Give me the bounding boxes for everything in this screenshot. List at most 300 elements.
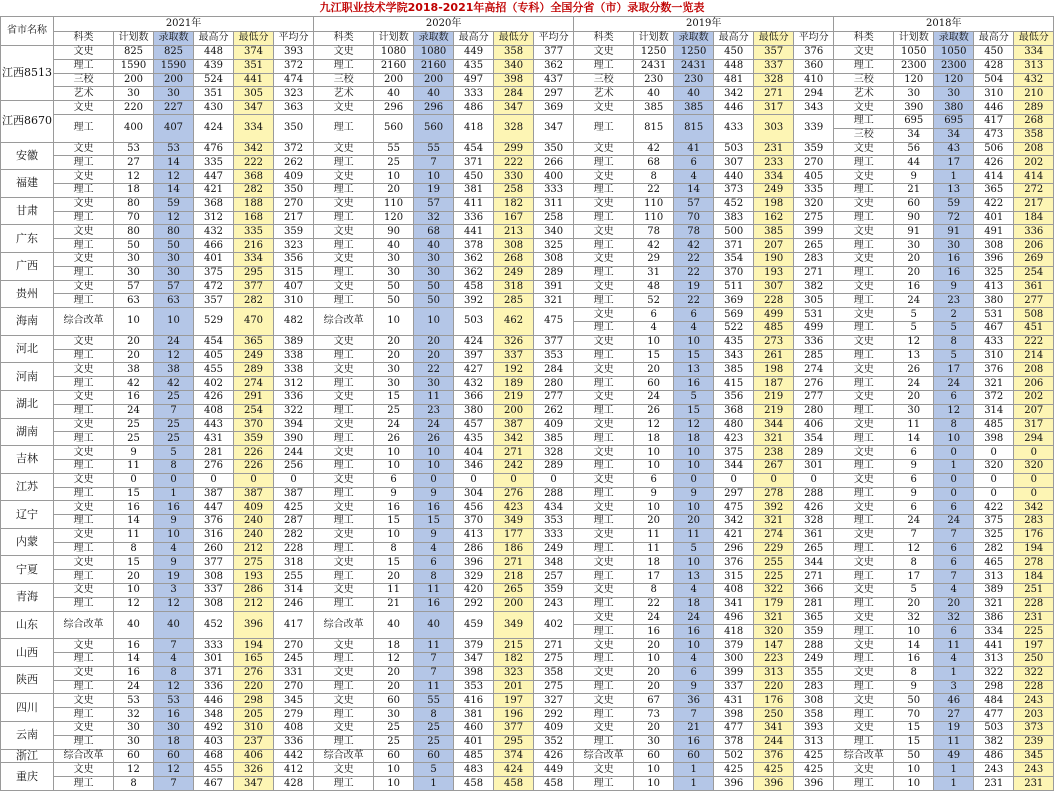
table-cell: 24 [634, 390, 674, 404]
table-cell: 25 [154, 390, 194, 404]
table-cell: 44 [894, 156, 934, 170]
table-cell: 260 [194, 542, 234, 556]
table-cell: 409 [534, 418, 574, 432]
table-cell: 291 [234, 390, 274, 404]
column-header: 计划数 [894, 31, 934, 46]
table-cell: 287 [274, 515, 314, 529]
table-cell: 文史 [314, 418, 374, 432]
table-row [1, 556, 1054, 570]
table-cell: 0 [454, 473, 494, 487]
table-cell: 文史 [54, 363, 114, 377]
table-cell: 理工 [834, 377, 894, 391]
table-cell: 442 [274, 749, 314, 763]
table-cell: 424 [194, 114, 234, 142]
table-cell: 15 [674, 404, 714, 418]
table-cell: 0 [974, 473, 1014, 487]
table-cell: 25 [374, 156, 414, 170]
table-cell: 7 [414, 666, 454, 680]
table-cell: 14 [114, 515, 154, 529]
table-cell: 综合改革 [574, 749, 634, 763]
table-cell: 16 [374, 501, 414, 515]
table-cell: 70 [894, 708, 934, 722]
table-cell: 196 [494, 708, 534, 722]
table-cell: 56 [894, 142, 934, 156]
table-cell: 12 [634, 418, 674, 432]
province-name: 辽宁 [1, 501, 54, 529]
table-row [1, 528, 1054, 542]
table-cell: 458 [494, 777, 534, 791]
table-cell: 405 [794, 170, 834, 184]
table-cell: 8 [114, 542, 154, 556]
column-header: 计划数 [374, 31, 414, 46]
table-cell: 43 [934, 142, 974, 156]
table-cell: 文史 [314, 280, 374, 294]
table-cell: 244 [754, 735, 794, 749]
table-cell: 322 [974, 666, 1014, 680]
table-cell: 315 [274, 266, 314, 280]
table-cell: 7 [154, 777, 194, 791]
table-cell: 12 [674, 418, 714, 432]
table-cell: 60 [154, 749, 194, 763]
table-cell: 12 [154, 597, 194, 611]
table-cell: 21 [374, 597, 414, 611]
table-cell: 274 [754, 528, 794, 542]
table-cell: 322 [274, 404, 314, 418]
table-cell: 389 [274, 335, 314, 349]
table-cell: 21 [894, 183, 934, 197]
table-cell: 50 [114, 239, 154, 253]
table-cell: 20 [634, 363, 674, 377]
table-cell: 413 [454, 528, 494, 542]
table-cell: 262 [274, 156, 314, 170]
table-cell: 371 [714, 239, 754, 253]
table-cell: 10 [634, 777, 674, 791]
table-cell: 427 [454, 363, 494, 377]
table-cell: 7 [894, 528, 934, 542]
table-cell: 202 [1014, 390, 1054, 404]
table-cell: 20 [374, 666, 414, 680]
table-row [1, 487, 1054, 501]
table-cell: 68 [414, 225, 454, 239]
column-header: 科类 [834, 31, 894, 46]
table-cell: 30 [374, 266, 414, 280]
table-cell: 424 [454, 335, 494, 349]
table-cell: 理工 [574, 114, 634, 142]
column-header: 最低分 [234, 31, 274, 46]
table-cell: 7 [934, 570, 974, 584]
table-cell: 344 [794, 556, 834, 570]
table-cell: 392 [754, 501, 794, 515]
table-row [1, 266, 1054, 280]
table-cell: 文史 [574, 501, 634, 515]
table-cell: 理工 [834, 321, 894, 335]
table-cell: 361 [1014, 280, 1054, 294]
table-cell: 文史 [54, 197, 114, 211]
table-cell: 315 [714, 570, 754, 584]
table-cell: 8 [114, 777, 154, 791]
table-cell: 335 [234, 225, 274, 239]
table-cell: 文史 [834, 46, 894, 60]
table-cell: 203 [1014, 708, 1054, 722]
table-cell: 422 [974, 197, 1014, 211]
table-cell: 357 [194, 294, 234, 308]
table-cell: 10 [114, 584, 154, 598]
table-cell: 40 [114, 611, 154, 639]
table-cell: 18 [634, 556, 674, 570]
table-cell: 文史 [54, 763, 114, 777]
table-cell: 208 [1014, 142, 1054, 156]
table-cell: 2431 [674, 59, 714, 73]
table-cell: 理工 [314, 597, 374, 611]
table-cell: 110 [374, 197, 414, 211]
table-cell: 524 [194, 73, 234, 87]
table-cell: 30 [414, 252, 454, 266]
table-cell: 10 [674, 459, 714, 473]
table-cell: 文史 [314, 335, 374, 349]
table-cell: 439 [194, 59, 234, 73]
table-cell: 7 [674, 708, 714, 722]
table-cell: 465 [974, 556, 1014, 570]
table-cell: 285 [794, 349, 834, 363]
table-cell: 理工 [574, 294, 634, 308]
table-cell: 文史 [834, 694, 894, 708]
table-cell: 467 [974, 321, 1014, 335]
table-cell: 91 [934, 225, 974, 239]
table-cell: 14 [894, 432, 934, 446]
table-row [1, 722, 1054, 736]
province-name: 江西8670 [1, 101, 54, 142]
table-cell: 10 [114, 308, 154, 336]
table-cell: 380 [974, 294, 1014, 308]
table-cell: 304 [454, 487, 494, 501]
table-cell: 402 [194, 377, 234, 391]
table-cell: 理工 [314, 211, 374, 225]
table-cell: 50 [414, 294, 454, 308]
table-cell: 286 [234, 584, 274, 598]
table-cell: 322 [1014, 666, 1054, 680]
table-cell: 313 [974, 570, 1014, 584]
table-cell: 343 [714, 349, 754, 363]
table-cell: 57 [414, 197, 454, 211]
table-cell: 240 [234, 528, 274, 542]
table-cell: 313 [754, 666, 794, 680]
province-name: 山西 [1, 639, 54, 667]
table-cell: 316 [194, 528, 234, 542]
table-cell: 理工 [54, 515, 114, 529]
table-cell: 59 [934, 197, 974, 211]
table-cell: 379 [454, 639, 494, 653]
table-cell: 282 [234, 294, 274, 308]
table-cell: 396 [714, 777, 754, 791]
table-cell: 18 [674, 432, 714, 446]
table-cell: 文史 [314, 666, 374, 680]
table-cell: 356 [714, 390, 754, 404]
table-cell: 321 [974, 597, 1014, 611]
table-row [1, 101, 1054, 115]
table-cell: 文史 [834, 611, 894, 625]
table-cell: 250 [754, 708, 794, 722]
table-cell: 190 [754, 252, 794, 266]
table-cell: 499 [794, 321, 834, 335]
table-cell: 7 [414, 156, 454, 170]
year-header-2020: 2020年 [314, 17, 574, 32]
table-cell: 355 [794, 666, 834, 680]
table-cell: 10 [894, 763, 934, 777]
table-cell: 三校 [54, 73, 114, 87]
table-cell: 281 [194, 446, 234, 460]
table-cell: 78 [674, 225, 714, 239]
table-cell: 10 [374, 459, 414, 473]
province-name: 江西8513 [1, 46, 54, 101]
table-cell: 10 [634, 335, 674, 349]
table-cell: 370 [234, 418, 274, 432]
table-cell: 474 [274, 73, 314, 87]
table-cell: 466 [194, 239, 234, 253]
table-cell: 295 [234, 266, 274, 280]
table-cell: 815 [634, 114, 674, 142]
table-cell: 328 [794, 515, 834, 529]
table-cell: 531 [974, 308, 1014, 322]
province-name: 湖南 [1, 418, 54, 446]
table-cell: 294 [1014, 432, 1054, 446]
table-cell: 60 [374, 694, 414, 708]
table-row [1, 763, 1054, 777]
table-cell: 6 [934, 625, 974, 639]
column-header: 科类 [314, 31, 374, 46]
table-cell: 337 [754, 59, 794, 73]
table-cell: 424 [494, 763, 534, 777]
table-cell: 48 [634, 280, 674, 294]
table-cell: 13 [674, 570, 714, 584]
table-cell: 文史 [54, 142, 114, 156]
table-cell: 271 [794, 570, 834, 584]
table-cell: 理工 [834, 653, 894, 667]
table-cell: 2300 [894, 59, 934, 73]
table-cell: 16 [674, 735, 714, 749]
table-cell: 317 [754, 101, 794, 115]
table-cell: 1 [934, 170, 974, 184]
table-cell: 365 [974, 183, 1014, 197]
table-cell: 36 [674, 694, 714, 708]
table-cell: 42 [634, 239, 674, 253]
table-cell: 文史 [574, 363, 634, 377]
table-cell: 345 [1014, 749, 1054, 763]
table-cell: 理工 [314, 266, 374, 280]
table-cell: 文史 [574, 666, 634, 680]
table-cell: 441 [454, 225, 494, 239]
table-cell: 1590 [154, 59, 194, 73]
table-cell: 8 [374, 542, 414, 556]
table-cell: 338 [274, 363, 314, 377]
table-cell: 288 [794, 487, 834, 501]
table-cell: 348 [194, 708, 234, 722]
table-cell: 270 [274, 197, 314, 211]
table-cell: 289 [794, 446, 834, 460]
table-cell: 理工 [574, 59, 634, 73]
table-cell: 346 [454, 459, 494, 473]
table-cell: 470 [234, 308, 274, 336]
table-cell: 42 [634, 142, 674, 156]
table-cell: 262 [534, 404, 574, 418]
table-cell: 399 [714, 666, 754, 680]
table-cell: 理工 [574, 597, 634, 611]
table-cell: 13 [894, 349, 934, 363]
table-cell: 485 [454, 749, 494, 763]
table-cell: 80 [154, 225, 194, 239]
table-cell: 文史 [54, 473, 114, 487]
table-cell: 50 [894, 749, 934, 763]
table-cell: 294 [794, 87, 834, 101]
table-cell: 412 [274, 763, 314, 777]
table-cell: 484 [974, 694, 1014, 708]
table-cell: 231 [754, 142, 794, 156]
table-cell: 文史 [54, 170, 114, 184]
table-cell: 文史 [574, 446, 634, 460]
table-cell: 25 [114, 418, 154, 432]
table-cell: 25 [114, 432, 154, 446]
year-header-2019: 2019年 [574, 17, 834, 32]
table-cell: 30 [934, 239, 974, 253]
table-cell: 综合改革 [54, 749, 114, 763]
table-cell: 20 [374, 335, 414, 349]
table-cell: 177 [494, 528, 534, 542]
table-cell: 243 [974, 763, 1014, 777]
table-cell: 435 [454, 59, 494, 73]
province-name: 四川 [1, 694, 54, 722]
table-cell: 443 [194, 418, 234, 432]
table-cell: 308 [974, 239, 1014, 253]
table-cell: 336 [454, 211, 494, 225]
table-cell: 366 [454, 390, 494, 404]
year-header-2021: 2021年 [54, 17, 314, 32]
table-cell: 理工 [574, 349, 634, 363]
table-cell: 68 [634, 156, 674, 170]
table-cell: 理工 [574, 156, 634, 170]
table-cell: 文史 [314, 101, 374, 115]
table-cell: 30 [114, 87, 154, 101]
table-cell: 8 [414, 708, 454, 722]
table-cell: 333 [194, 639, 234, 653]
table-cell: 381 [454, 183, 494, 197]
table-cell: 352 [534, 735, 574, 749]
table-cell: 理工 [54, 266, 114, 280]
table-cell: 91 [894, 225, 934, 239]
table-cell: 374 [234, 46, 274, 60]
table-cell: 4 [674, 584, 714, 598]
table-cell: 485 [974, 418, 1014, 432]
table-cell: 496 [714, 611, 754, 625]
table-cell: 0 [714, 473, 754, 487]
table-cell: 200 [114, 73, 154, 87]
table-cell: 11 [934, 639, 974, 653]
table-cell: 370 [714, 266, 754, 280]
table-cell: 256 [274, 459, 314, 473]
table-cell: 219 [494, 390, 534, 404]
table-cell: 285 [494, 294, 534, 308]
table-cell: 24 [674, 611, 714, 625]
table-cell: 245 [274, 653, 314, 667]
table-cell: 22 [674, 252, 714, 266]
table-cell: 310 [974, 349, 1014, 363]
table-cell: 8 [894, 666, 934, 680]
table-cell: 254 [1014, 266, 1054, 280]
table-cell: 文史 [834, 763, 894, 777]
table-cell: 20 [114, 335, 154, 349]
table-cell: 4 [674, 170, 714, 184]
table-cell: 212 [234, 597, 274, 611]
table-cell: 46 [934, 694, 974, 708]
table-cell: 486 [974, 749, 1014, 763]
table-cell: 398 [974, 432, 1014, 446]
table-cell: 艺术 [574, 87, 634, 101]
table-cell: 370 [454, 515, 494, 529]
province-name: 宁夏 [1, 556, 54, 584]
table-cell: 16 [934, 252, 974, 266]
table-cell: 298 [234, 694, 274, 708]
table-cell: 531 [794, 308, 834, 322]
table-cell: 325 [534, 239, 574, 253]
table-cell: 362 [454, 266, 494, 280]
table-cell: 433 [714, 114, 754, 142]
table-cell: 397 [454, 349, 494, 363]
table-cell: 393 [274, 46, 314, 60]
table-cell: 20 [634, 666, 674, 680]
table-cell: 80 [114, 197, 154, 211]
table-cell: 377 [534, 335, 574, 349]
table-cell: 三校 [834, 73, 894, 87]
table-cell: 10 [934, 432, 974, 446]
table-cell: 321 [754, 432, 794, 446]
table-cell: 文史 [834, 170, 894, 184]
province-name: 河北 [1, 335, 54, 363]
table-cell: 347 [234, 101, 274, 115]
table-cell: 9 [894, 487, 934, 501]
table-cell: 文史 [574, 556, 634, 570]
table-cell: 30 [154, 722, 194, 736]
table-cell: 理工 [834, 404, 894, 418]
table-cell: 文史 [574, 390, 634, 404]
table-cell: 30 [934, 87, 974, 101]
table-cell: 38 [114, 363, 154, 377]
table-cell: 411 [454, 197, 494, 211]
table-cell: 32 [114, 708, 154, 722]
table-cell: 504 [974, 73, 1014, 87]
table-cell: 368 [194, 197, 234, 211]
table-cell: 0 [234, 473, 274, 487]
table-cell: 53 [114, 142, 154, 156]
table-cell: 理工 [834, 459, 894, 473]
table-cell: 182 [494, 197, 534, 211]
table-cell: 理工 [834, 156, 894, 170]
table-cell: 225 [1014, 625, 1054, 639]
table-cell: 446 [194, 694, 234, 708]
table-cell: 理工 [834, 680, 894, 694]
table-cell: 26 [374, 432, 414, 446]
table-cell: 322 [754, 584, 794, 598]
column-header: 录取数 [414, 31, 454, 46]
table-cell: 476 [194, 142, 234, 156]
table-cell: 16 [114, 639, 154, 653]
table-cell: 文史 [574, 197, 634, 211]
table-cell: 396 [234, 611, 274, 639]
table-cell: 11 [634, 542, 674, 556]
table-cell: 20 [374, 349, 414, 363]
table-cell: 380 [454, 404, 494, 418]
table-cell: 337 [194, 584, 234, 598]
table-cell: 理工 [314, 114, 374, 142]
table-cell: 385 [534, 432, 574, 446]
table-cell: 421 [194, 183, 234, 197]
